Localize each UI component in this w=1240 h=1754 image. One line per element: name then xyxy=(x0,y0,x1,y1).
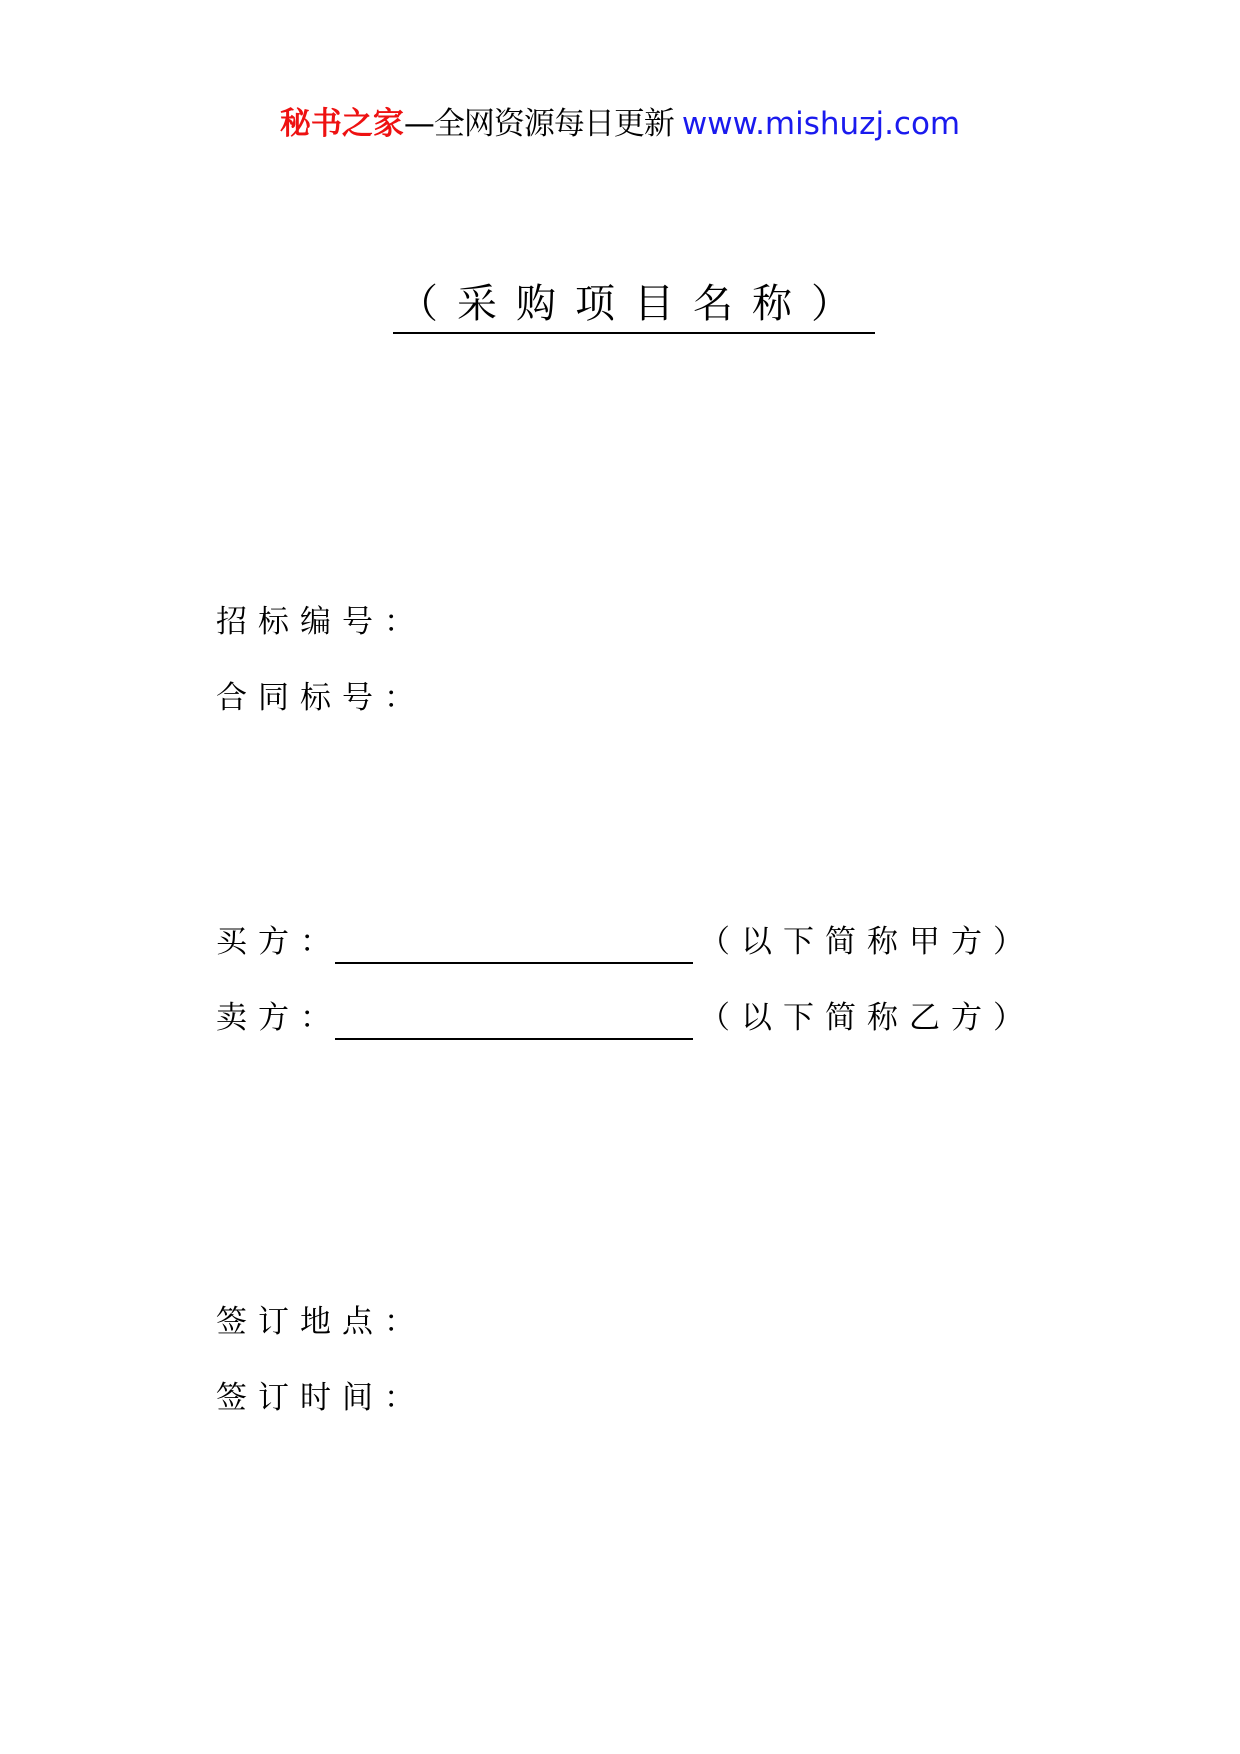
seller-row xyxy=(216,998,1035,1042)
bid-number-label: 招标编号： xyxy=(216,604,426,640)
seller-fill-line xyxy=(335,1038,693,1040)
header-tagline: —全网资源每日更新 xyxy=(403,106,674,142)
brand-name: 秘书之家 xyxy=(279,106,404,142)
sign-place-label: 签订地点： xyxy=(216,1304,426,1340)
contract-number-label: 合同标号： xyxy=(216,680,426,716)
site-url-link[interactable]: www.mishuzj.com xyxy=(681,106,961,142)
seller-note: （以下简称乙方） xyxy=(699,1000,1035,1036)
seller-label: 卖方： xyxy=(216,1000,342,1036)
buyer-fill-line xyxy=(335,962,693,964)
buyer-row xyxy=(216,922,1035,966)
buyer-label: 买方： xyxy=(216,924,342,960)
header-banner xyxy=(0,100,1240,148)
document-title: （采购项目名称） xyxy=(393,280,875,334)
buyer-note: （以下简称甲方） xyxy=(699,924,1035,960)
sign-time-label: 签订时间： xyxy=(216,1380,426,1416)
